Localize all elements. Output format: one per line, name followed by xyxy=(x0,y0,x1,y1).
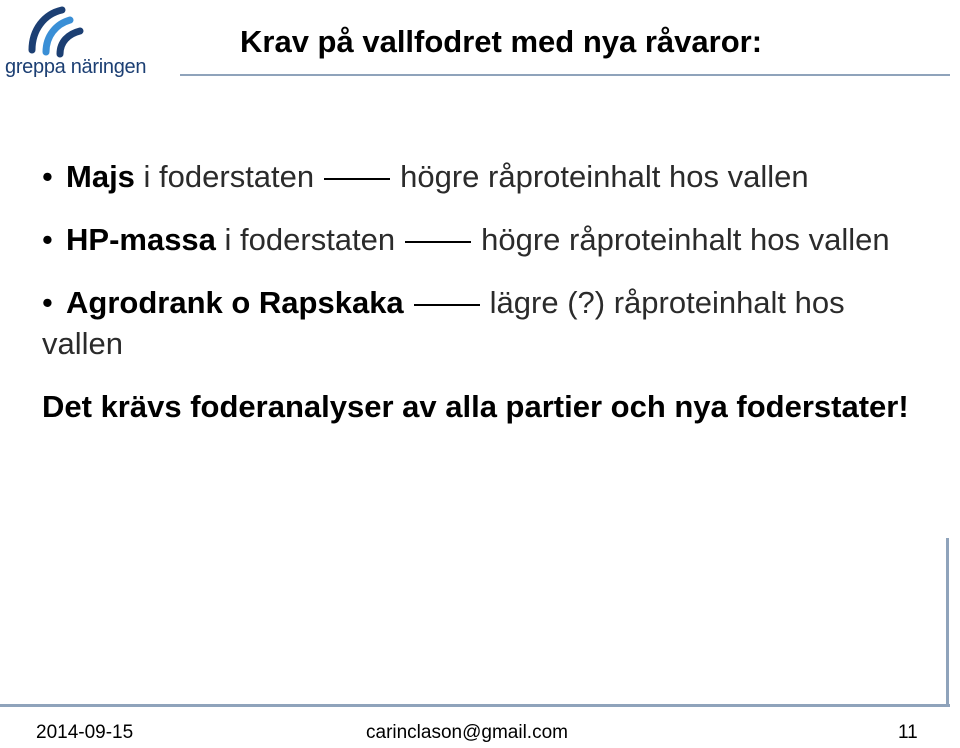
conclusion-text: Det krävs foderanalyser av alla partier och nya foderstater! xyxy=(42,389,909,424)
footer-date: 2014-09-15 xyxy=(36,722,134,743)
bullet-text: i foderstaten xyxy=(134,159,315,194)
dash-icon xyxy=(324,178,390,180)
bullet-icon: • xyxy=(42,159,53,194)
footer-email: carinclason@gmail.com xyxy=(366,722,568,743)
bullet-bold: Majs xyxy=(66,159,135,194)
bullet-text-after: högre råproteinhalt hos vallen xyxy=(481,222,890,257)
bullet-icon: • xyxy=(42,285,53,320)
bullet-bold: Agrodrank o Rapskaka xyxy=(66,285,404,320)
bullet-text-after: högre råproteinhalt hos vallen xyxy=(400,159,809,194)
bullet-icon: • xyxy=(42,222,53,257)
title-divider xyxy=(180,74,950,76)
logo-text: greppa näringen xyxy=(5,56,147,78)
frame-right-border xyxy=(946,538,949,706)
greppa-logo xyxy=(4,4,154,86)
dash-icon xyxy=(414,304,480,306)
footer-page-number: 11 xyxy=(898,722,918,743)
frame-bottom-border xyxy=(0,704,950,707)
slide-title: Krav på vallfodret med nya råvaror: xyxy=(240,24,763,59)
bullet-item-agrodrank xyxy=(42,282,932,364)
bullet-item-majs xyxy=(42,156,932,197)
bullet-text-after: lägre (?) råproteinhalt hos vallen xyxy=(42,285,845,361)
bullet-item-hp-massa xyxy=(42,219,932,260)
slide-body xyxy=(42,156,932,427)
greppa-logo-icon xyxy=(24,4,88,58)
dash-icon xyxy=(405,241,471,243)
bullet-text: i foderstaten xyxy=(215,222,396,257)
bullet-bold: HP-massa xyxy=(66,222,216,257)
